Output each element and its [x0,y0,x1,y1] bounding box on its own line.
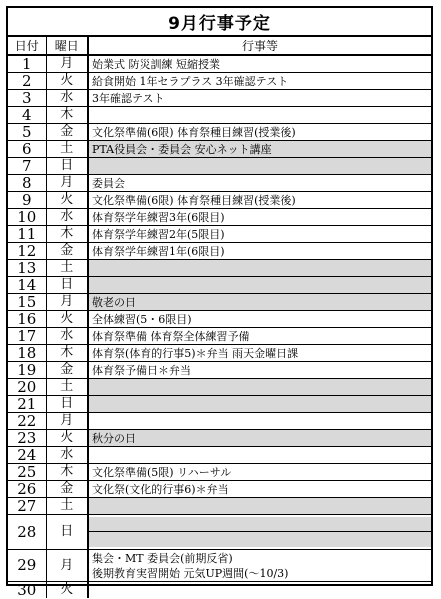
day-cell: 2 [8,73,46,90]
table-row [8,243,431,260]
weekday-cell: 火 [46,582,88,599]
weekday-cell: 日 [46,158,88,175]
weekday-cell: 木 [46,464,88,481]
table-row [8,498,431,515]
day-cell: 8 [8,175,46,192]
event-cell: 体育祭学年練習3年(6限目) [88,209,431,226]
weekday-cell: 土 [46,141,88,158]
event-cell [88,582,431,599]
table-row [8,550,431,582]
event-cell: 全体練習(5・6限目) [88,311,431,328]
day-cell: 29 [8,550,46,582]
table-row [8,582,431,599]
weekday-cell: 土 [46,379,88,396]
header-events: 行事等 [88,37,431,55]
weekday-cell: 日 [46,396,88,413]
weekday-cell: 金 [46,362,88,379]
day-cell: 10 [8,209,46,226]
day-cell: 3 [8,90,46,107]
day-cell: 16 [8,311,46,328]
weekday-cell: 水 [46,328,88,345]
table-row [8,175,431,192]
day-cell: 20 [8,379,46,396]
day-cell: 11 [8,226,46,243]
event-line: 後期教育実習開始 元気UP週間(〜10/3) [92,566,289,580]
day-cell: 19 [8,362,46,379]
table-row [8,209,431,226]
event-cell [88,158,431,175]
event-cell [88,107,431,124]
weekday-cell: 日 [46,515,88,550]
weekday-cell: 木 [46,345,88,362]
weekday-cell: 月 [46,413,88,430]
table-row [8,447,431,464]
weekday-cell: 木 [46,107,88,124]
day-cell: 15 [8,294,46,311]
table-row [8,311,431,328]
day-cell: 24 [8,447,46,464]
table-row [8,226,431,243]
event-cell: 始業式 防災訓練 短縮授業 [88,55,431,73]
day-cell: 12 [8,243,46,260]
day-cell: 1 [8,55,46,73]
event-cell [88,413,431,430]
event-cell: 体育祭準備 体育祭全体練習予備 [88,328,431,345]
day-cell: 17 [8,328,46,345]
weekday-cell: 水 [46,447,88,464]
table-row [8,362,431,379]
weekday-cell: 月 [46,55,88,73]
weekday-cell: 火 [46,73,88,90]
event-cell [88,260,431,277]
day-cell: 27 [8,498,46,515]
event-cell: 秋分の日 [88,430,431,447]
day-cell: 9 [8,192,46,209]
schedule-body [8,55,431,598]
event-subcell [89,517,431,532]
table-row [8,141,431,158]
event-cell [88,396,431,413]
weekday-cell: 火 [46,430,88,447]
day-cell: 23 [8,430,46,447]
table-row [8,294,431,311]
event-cell: 敬老の日 [88,294,431,311]
event-cell [88,515,431,550]
table-row [8,124,431,141]
event-subcell [89,532,431,547]
table-row [8,90,431,107]
table-row [8,396,431,413]
day-cell: 5 [8,124,46,141]
table-header-row [8,37,431,55]
event-cell: 給食開始 1年セラプラス 3年確認テスト [88,73,431,90]
table-row [8,413,431,430]
table-row [8,260,431,277]
weekday-cell: 金 [46,481,88,498]
weekday-cell: 月 [46,175,88,192]
weekday-cell: 日 [46,277,88,294]
weekday-cell: 火 [46,311,88,328]
weekday-cell: 月 [46,294,88,311]
event-line: 集会・MT 委員会(前期反省) [92,551,233,565]
weekday-cell: 水 [46,90,88,107]
event-cell: 委員会 [88,175,431,192]
table-row [8,379,431,396]
weekday-cell: 水 [46,209,88,226]
event-cell [88,277,431,294]
table-row [8,481,431,498]
day-cell: 25 [8,464,46,481]
event-cell [88,379,431,396]
day-cell: 30 [8,582,46,599]
event-cell: 体育祭(体育的行事5)＊弁当 雨天金曜日課 [88,345,431,362]
table-row [8,430,431,447]
day-cell: 4 [8,107,46,124]
day-cell: 22 [8,413,46,430]
day-cell: 7 [8,158,46,175]
weekday-cell: 金 [46,243,88,260]
table-row [8,515,431,550]
weekday-cell: 月 [46,550,88,582]
header-weekday: 曜日 [46,37,88,55]
day-cell: 14 [8,277,46,294]
table-row [8,277,431,294]
table-row [8,192,431,209]
table-row [8,73,431,90]
day-cell: 21 [8,396,46,413]
table-row [8,55,431,73]
event-cell [88,447,431,464]
event-cell: 文化祭(文化的行事6)＊弁当 [88,481,431,498]
weekday-cell: 木 [46,226,88,243]
event-cell: 体育祭予備日＊弁当 [88,362,431,379]
weekday-cell: 土 [46,260,88,277]
table-row [8,158,431,175]
event-cell [88,550,431,582]
event-cell: 体育祭学年練習1年(6限目) [88,243,431,260]
event-cell: PTA役員会・委員会 安心ネット講座 [88,141,431,158]
schedule-table [8,37,431,598]
event-cell: 文化祭準備(6限) 体育祭種目練習(授業後) [88,192,431,209]
day-cell: 18 [8,345,46,362]
event-cell [88,498,431,515]
table-row [8,345,431,362]
weekday-cell: 土 [46,498,88,515]
table-row [8,107,431,124]
schedule-sheet [6,6,433,599]
weekday-cell: 火 [46,192,88,209]
day-cell: 6 [8,141,46,158]
event-cell: 3年確認テスト [88,90,431,107]
day-cell: 13 [8,260,46,277]
event-cell: 文化祭準備(6限) 体育祭種目練習(授業後) [88,124,431,141]
event-cell: 文化祭準備(5限) リハーサル [88,464,431,481]
weekday-cell: 金 [46,124,88,141]
day-cell: 28 [8,515,46,550]
header-day: 日付 [8,37,46,55]
day-cell: 26 [8,481,46,498]
table-row [8,328,431,345]
page-title: 9月行事予定 [8,8,431,37]
table-row [8,464,431,481]
event-cell: 体育祭学年練習2年(5限目) [88,226,431,243]
